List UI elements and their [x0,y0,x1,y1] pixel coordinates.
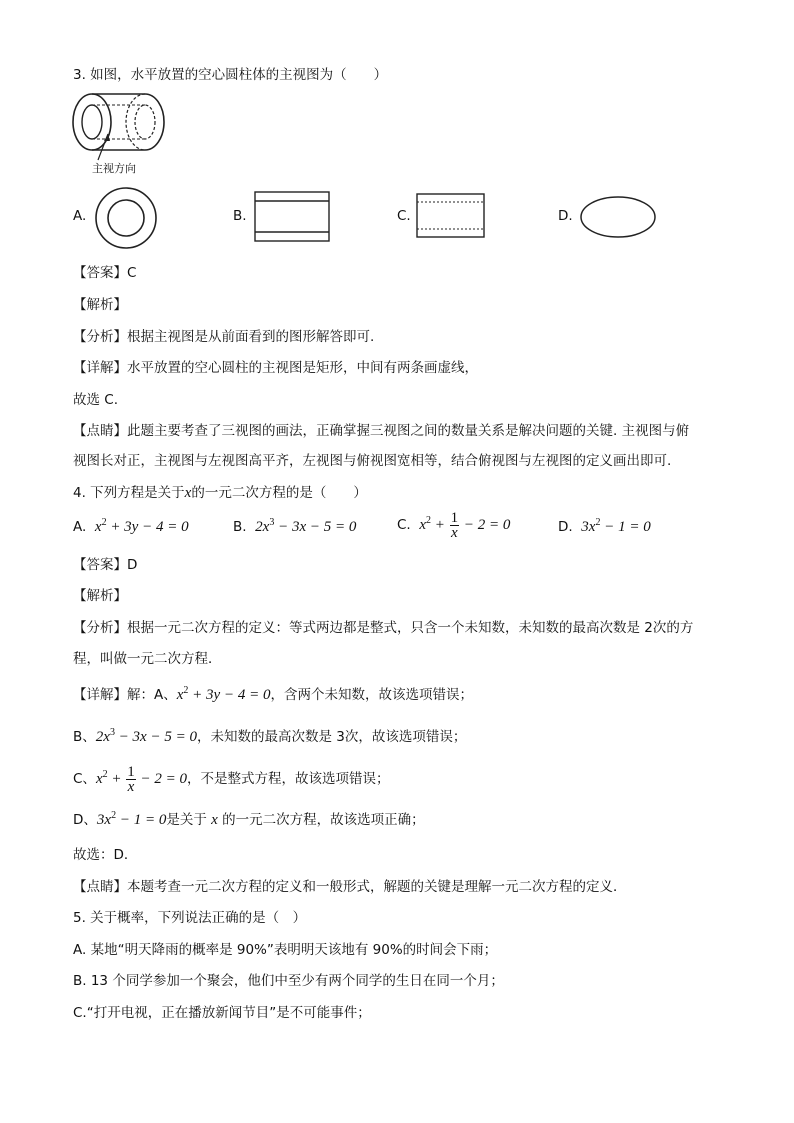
q4-option-c: C. $x^2$ + $\frac{1}{x}$ − 2 = 0 [397,510,511,541]
rectangle-dashed-lines-figure [415,192,487,240]
ring-figure [90,186,162,250]
q4-dianjing: 【点睛】本题考查一元二次方程的定义和一般形式，解题的关键是理解一元二次方程的定义． [73,879,627,895]
q3-dianjing-1: 【点睛】此题主要考查了三视图的画法，正确掌握三视图之间的数量关系是解决问题的关键. 主视图与俯 [73,423,690,439]
q3-answer: 【答案】C [73,265,137,281]
q5-option-a: A. 某地“明天降雨的概率是 90%”表明明天该地有 90%的时间会下雨； [73,942,498,958]
q3-option-c-letter: C. [397,208,411,224]
q4-option-a: A. $x^2 + 3y - 4 = 0$ [73,517,189,535]
q4-line-d: D、$3x^2 - 1 = 0$是关于 x 的一元二次方程，故该选项正确； [73,810,425,828]
q4-choose: 故选：D． [73,847,138,863]
q5-option-b: B. 13 个同学参加一个聚会，他们中至少有两个同学的生日在同一个月； [73,973,504,989]
q3-option-d-letter: D. [558,208,573,224]
q4-xiangjie-a: 【详解】解：A、$x^2 + 3y - 4 = 0$，含两个未知数，故该选项错误； [73,685,473,703]
q4-option-b: B. $2x^3 - 3x - 5 = 0$ [233,517,357,535]
q3-choose: 故选 C. [73,392,119,408]
q4-line-b: B、$2x^3 - 3x - 5 = 0$，未知数的最高次数是 3次，故该选项错误； [73,727,467,745]
q4-fenxi-2: 程，叫做一元二次方程． [73,651,222,667]
q4-option-d: D. $3x^2 - 1 = 0$ [558,517,651,535]
q4-stem: 4. 下列方程是关于x的一元二次方程的是（ ） [73,485,367,501]
q3-xiangjie: 【详解】水平放置的空心圆柱的主视图是矩形，中间有两条画虚线， [73,360,478,376]
q5-stem: 5. 关于概率，下列说法正确的是（ ） [73,910,307,926]
q5-option-c: C.“打开电视，正在播放新闻节目”是不可能事件； [73,1005,371,1021]
q3-dianjing-2: 视图长对正，主视图与左视图高平齐，左视图与俯视图宽相等，结合俯视图与左视图的定义画出即可. [73,453,672,469]
q3-option-b-letter: B. [233,208,247,224]
rectangle-solid-lines-figure [253,190,333,245]
q4-line-c: C、$x^2$ + $\frac{1}{x}$ − 2 = 0，不是整式方程，故该选项错误； [73,764,390,796]
q3-fenxi: 【分析】根据主视图是从前面看到的图形解答即可. [73,329,375,345]
q4-fenxi-1: 【分析】根据一元二次方程的定义：等式两边都是整式，只含一个未知数，未知数的最高次数是 2次的方 [73,620,694,636]
ellipse-figure [578,194,658,240]
direction-label: 主视方向 [92,162,136,175]
q4-analysis-heading: 【解析】 [73,588,127,604]
q3-stem: 3. 如图，水平放置的空心圆柱体的主视图为（ ） [73,67,388,83]
q3-analysis-heading: 【解析】 [73,297,127,313]
q3-option-a-letter: A. [73,208,87,224]
q4-answer: 【答案】D [73,557,138,573]
